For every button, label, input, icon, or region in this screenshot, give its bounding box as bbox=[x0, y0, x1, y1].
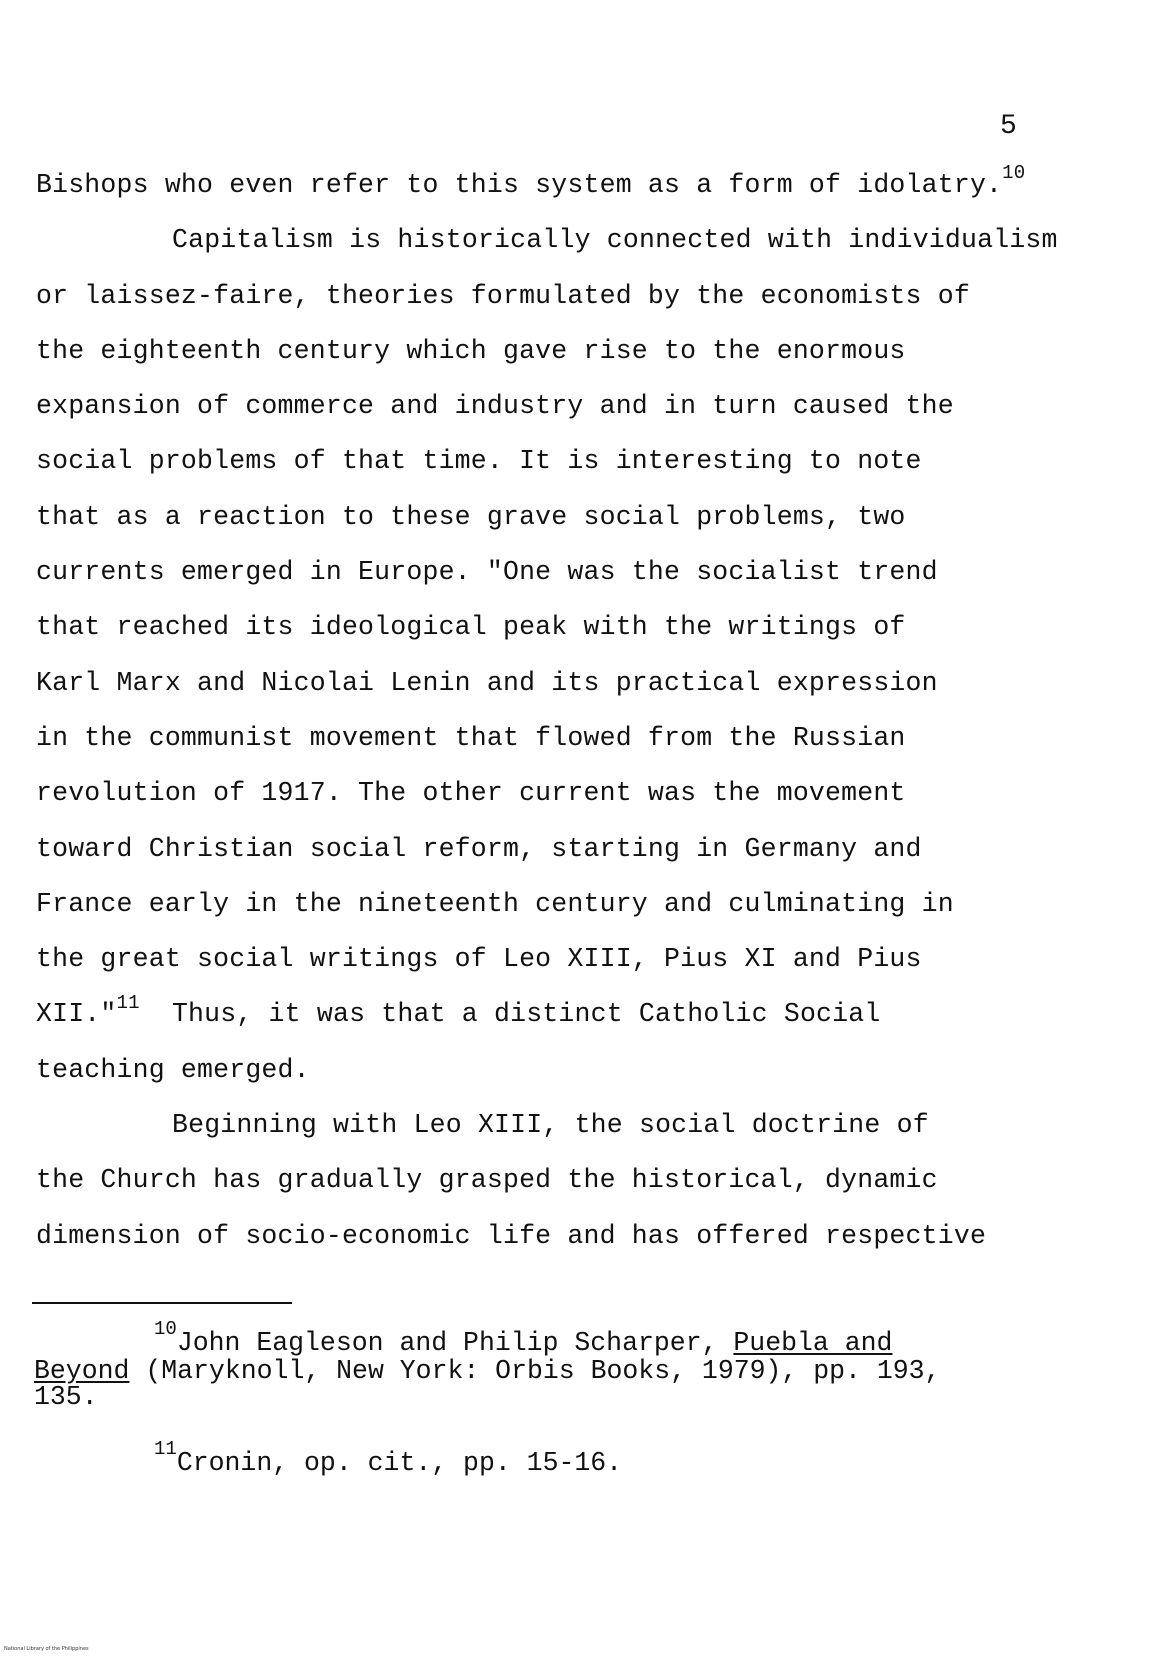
book-title: Puebla and bbox=[733, 1328, 893, 1358]
text-line: social problems of that time. It is interesting to note bbox=[36, 446, 922, 477]
text-line: the great social writings of Leo XIII, Pius XI and Pius bbox=[36, 944, 922, 975]
footnote-10-continued: Beyond (Maryknoll, New York: Orbis Books, 1979), pp. 193, bbox=[34, 1356, 941, 1386]
footnote-number: 11 bbox=[154, 1438, 177, 1461]
text-line: Bishops who even refer to this system as a form of idolatry.$^{10}$ bbox=[36, 162, 1026, 200]
footnote-number: 10 bbox=[154, 1318, 177, 1341]
main-text bbox=[36, 158, 1146, 1264]
footnote-reference: 11 bbox=[116, 991, 140, 1014]
text-line: Karl Marx and Nicolai Lenin and its practical expression bbox=[36, 667, 938, 698]
text-line: the eighteenth century which gave rise to the enormous bbox=[36, 335, 906, 366]
paragraph-start: Beginning with Leo XIII, the social doctrine of bbox=[172, 1110, 929, 1141]
text-line: that reached its ideological peak with the writings of bbox=[36, 612, 906, 643]
text-line: currents emerged in Europe. "One was the socialist trend bbox=[36, 557, 938, 588]
page-number: 5 bbox=[1000, 111, 1017, 142]
text-line: dimension of socio-economic life and has offered respective bbox=[36, 1220, 987, 1251]
text-line: revolution of 1917. The other current was the movement bbox=[36, 778, 906, 809]
scan-footer: National Library of the Philippines bbox=[4, 1646, 89, 1652]
text-line: that as a reaction to these grave social problems, two bbox=[36, 501, 906, 532]
footnote-11: $^{11}$Cronin, op. cit., pp. 15-16. bbox=[154, 1438, 623, 1478]
text-line: XII."$^{11}$ Thus, it was that a distinct Catholic Social bbox=[36, 991, 881, 1030]
text-line: expansion of commerce and industry and in turn caused the bbox=[36, 391, 954, 422]
book-title: Beyond bbox=[34, 1356, 130, 1386]
footnote-separator bbox=[32, 1302, 292, 1304]
footnote-10: $^{10}$John Eagleson and Philip Scharper, Puebla and bbox=[154, 1318, 893, 1358]
text-line: teaching emerged. bbox=[36, 1054, 310, 1085]
footnote-reference: 10 bbox=[1002, 162, 1026, 185]
footnote-10-continued: 135. bbox=[34, 1382, 98, 1412]
paragraph-start: Capitalism is historically connected with individualism bbox=[172, 225, 1058, 256]
text-line: toward Christian social reform, starting in Germany and bbox=[36, 833, 922, 864]
text-line: France early in the nineteenth century and culminating in bbox=[36, 888, 954, 919]
footnotes bbox=[34, 1318, 1134, 1478]
text-line: the Church has gradually grasped the historical, dynamic bbox=[36, 1165, 938, 1196]
text-line: or laissez-faire, theories formulated by the economists of bbox=[36, 280, 970, 311]
text-line: in the communist movement that flowed from the Russian bbox=[36, 722, 906, 753]
